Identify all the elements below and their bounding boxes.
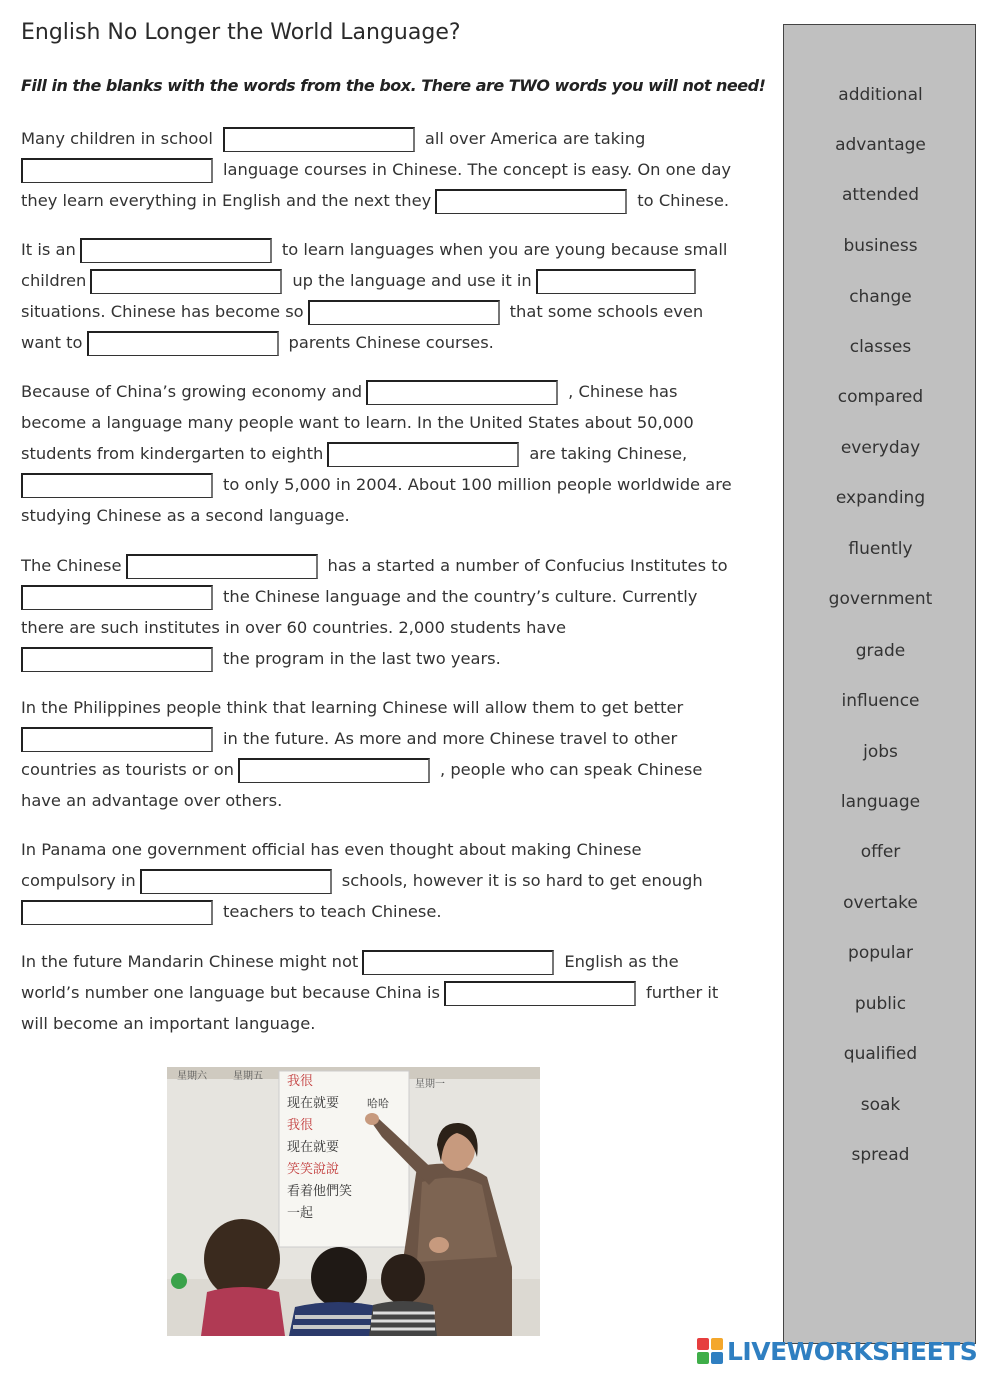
paragraph-3 [21, 376, 781, 531]
instructions: Fill in the blanks with the words from the box. There are TWO words you will not need! [21, 76, 766, 95]
page-title: English No Longer the World Language? [21, 20, 461, 45]
word-box-item[interactable]: offer [860, 842, 901, 862]
text: has a started a number of Confucius Institutes to [327, 556, 728, 575]
word-box-item[interactable]: compared [837, 387, 924, 407]
paragraph-4 [21, 550, 781, 674]
text: are taking Chinese, [529, 444, 688, 463]
text: compulsory in [21, 871, 136, 890]
paragraph-5 [21, 692, 781, 816]
logo-square [711, 1352, 723, 1364]
text: language courses in Chinese. The concept is easy. On one day [223, 160, 732, 179]
text: will become an important language. [21, 1014, 316, 1033]
text: the program in the last two years. [223, 649, 501, 668]
blank-12[interactable] [126, 554, 318, 579]
word-box-item[interactable]: classes [849, 337, 912, 357]
board-label: 看着他們笑 [287, 1184, 353, 1199]
text: situations. Chinese has become so [21, 302, 304, 321]
blank-14[interactable] [21, 647, 213, 672]
text: studying Chinese as a second language. [21, 506, 350, 525]
word-box-item[interactable]: government [828, 589, 933, 609]
text: Many children in school [21, 129, 213, 148]
text: teachers to teach Chinese. [223, 902, 442, 921]
blank-7[interactable] [308, 300, 500, 325]
word-box-item[interactable]: jobs [863, 742, 898, 762]
word-box-item[interactable]: spread [851, 1145, 910, 1165]
board-label: 我很 [287, 1074, 314, 1089]
text: , Chinese has [568, 382, 678, 401]
word-box-item[interactable]: expanding [835, 488, 926, 508]
text: , people who can speak Chinese [439, 760, 703, 779]
text: further it [646, 983, 719, 1002]
board-label: 笑笑說說 [287, 1162, 340, 1177]
blank-2[interactable] [21, 158, 213, 183]
word-box-item[interactable]: fluently [848, 539, 913, 559]
text: all over America are taking [424, 129, 646, 148]
word-box-item[interactable]: language [840, 792, 921, 812]
board-label: 哈哈 [367, 1097, 389, 1110]
board-label: 现在就要 [287, 1096, 340, 1111]
blank-13[interactable] [21, 585, 213, 610]
paragraph-7 [21, 946, 781, 1039]
liveworksheets-logo-icon [697, 1338, 723, 1364]
blank-17[interactable] [140, 869, 332, 894]
blank-10[interactable] [327, 442, 519, 467]
word-box-item[interactable]: overtake [843, 893, 918, 913]
blank-20[interactable] [444, 981, 636, 1006]
text: want to [21, 333, 83, 352]
paragraph-1 [21, 123, 781, 216]
blank-8[interactable] [87, 331, 279, 356]
blank-5[interactable] [90, 269, 282, 294]
text: parents Chinese courses. [288, 333, 494, 352]
text: to only 5,000 in 2004. About 100 million people worldwide are [223, 475, 732, 494]
word-box-item[interactable]: soak [860, 1095, 901, 1115]
blank-1[interactable] [223, 127, 415, 152]
logo-square [697, 1352, 709, 1364]
word-box-item[interactable]: qualified [843, 1044, 918, 1064]
text: to learn languages when you are young because small [281, 240, 728, 259]
text: In the Philippines people think that learning Chinese will allow them to get better [21, 698, 684, 717]
text: become a language many people want to learn. In the United States about 50,000 [21, 413, 694, 432]
classroom-photo-illustration [167, 1067, 540, 1336]
text: The Chinese [21, 556, 122, 575]
liveworksheets-logo [697, 1334, 977, 1368]
text: up the language and use it in [292, 271, 532, 290]
text: to Chinese. [637, 191, 730, 210]
board-label: 星期六 [177, 1071, 207, 1082]
text: in the future. As more and more Chinese travel to other [223, 729, 678, 748]
blank-15[interactable] [21, 727, 213, 752]
text: children [21, 271, 87, 290]
blank-16[interactable] [238, 758, 430, 783]
word-box-item[interactable]: change [849, 287, 912, 307]
text: world’s number one language but because China is [21, 983, 441, 1002]
text: have an advantage over others. [21, 791, 283, 810]
blank-18[interactable] [21, 900, 213, 925]
word-box-item[interactable]: additional [838, 85, 923, 105]
board-label: 星期一 [415, 1079, 445, 1090]
classroom-photo [167, 1067, 540, 1336]
text: that some schools even [509, 302, 704, 321]
word-box-item[interactable]: public [854, 994, 907, 1014]
word-box-item[interactable]: business [843, 236, 918, 256]
board-label: 现在就要 [287, 1140, 340, 1155]
board-label: 我很 [287, 1118, 314, 1133]
board-label: 星期五 [233, 1071, 263, 1082]
paragraph-6 [21, 834, 781, 927]
blank-9[interactable] [366, 380, 558, 405]
text: In Panama one government official has even thought about making Chinese [21, 840, 642, 859]
text: there are such institutes in over 60 countries. 2,000 students have [21, 618, 567, 637]
logo-square [697, 1338, 709, 1350]
word-box [783, 24, 976, 1344]
text: the Chinese language and the country’s culture. Currently [223, 587, 698, 606]
word-box-item[interactable]: influence [841, 691, 920, 711]
text: It is an [21, 240, 76, 259]
text: schools, however it is so hard to get enough [341, 871, 703, 890]
logo-text: LIVEWORKSHEETS [727, 1336, 978, 1366]
text: they learn everything in English and the next they [21, 191, 432, 210]
paragraph-2 [21, 234, 781, 358]
logo-square [711, 1338, 723, 1350]
text: English as the [564, 952, 679, 971]
word-box-item[interactable]: attended [841, 185, 920, 205]
text: students from kindergarten to eighth [21, 444, 324, 463]
text: In the future Mandarin Chinese might not [21, 952, 359, 971]
blank-19[interactable] [362, 950, 554, 975]
blank-4[interactable] [80, 238, 272, 263]
text: Because of China’s growing economy and [21, 382, 363, 401]
blank-11[interactable] [21, 473, 213, 498]
word-box-item[interactable]: popular [848, 943, 913, 963]
text: countries as tourists or on [21, 760, 234, 779]
board-label: 一起 [287, 1206, 314, 1221]
word-box-item[interactable]: everyday [840, 438, 921, 458]
blank-3[interactable] [435, 189, 627, 214]
blank-6[interactable] [536, 269, 696, 294]
word-box-item[interactable]: advantage [835, 135, 926, 155]
word-box-item[interactable]: grade [855, 641, 906, 661]
